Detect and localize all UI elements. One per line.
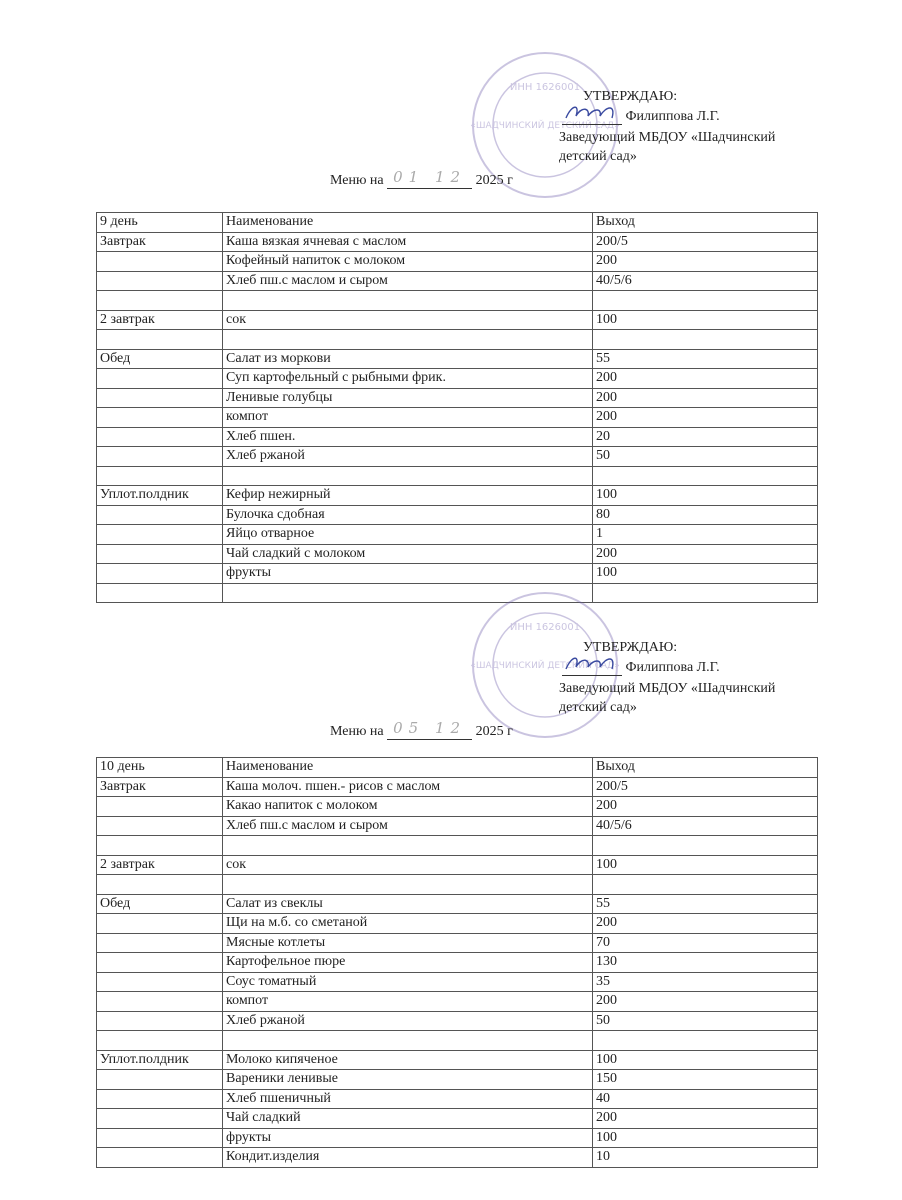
meal-cell [97,388,223,408]
portion-cell: 10 [593,1148,818,1168]
portion-cell: 100 [593,564,818,584]
portion-cell [593,875,818,895]
approver-line [562,109,720,125]
dish-cell: Чай сладкий с молоком [223,544,593,564]
menu-title: Меню на 01 12 2025 г [330,168,513,188]
menu-table [96,757,818,1168]
portion-cell: 200/5 [593,232,818,252]
table-row [97,816,818,836]
header-cell: 9 день [97,213,223,233]
handwritten-date: 01 12 [393,168,467,186]
menu-title: Меню на 05 12 2025 г [330,719,513,739]
approve-label: УТВЕРЖДАЮ: [583,640,678,655]
dish-cell: Хлеб пш.с маслом и сыром [223,271,593,291]
portion-cell: 200 [593,1109,818,1129]
dish-cell: Хлеб пшеничный [223,1089,593,1109]
dish-cell: Салат из моркови [223,349,593,369]
table-row [97,777,818,797]
dish-cell: Яйцо отварное [223,525,593,545]
table-row [97,953,818,973]
table-row [97,1031,818,1051]
portion-cell: 40 [593,1089,818,1109]
portion-cell: 200 [593,408,818,428]
table-row [97,505,818,525]
table-row [97,1109,818,1129]
portion-cell: 200 [593,992,818,1012]
meal-cell [97,953,223,973]
menu-table [96,212,818,603]
portion-cell: 100 [593,486,818,506]
table-row [97,1148,818,1168]
portion-cell: 200 [593,797,818,817]
portion-cell: 200 [593,369,818,389]
table-row [97,1070,818,1090]
portion-cell [593,291,818,311]
meal-cell: Обед [97,349,223,369]
portion-cell: 100 [593,855,818,875]
portion-cell: 200/5 [593,777,818,797]
portion-cell: 100 [593,1050,818,1070]
meal-cell [97,330,223,350]
portion-cell: 40/5/6 [593,816,818,836]
dish-cell: Салат из свеклы [223,894,593,914]
meal-cell [97,466,223,486]
meal-cell [97,564,223,584]
dish-cell: Кофейный напиток с молоком [223,252,593,272]
dish-cell: Хлеб пшен. [223,427,593,447]
dish-cell: Щи на м.б. со сметаной [223,914,593,934]
table-row [97,525,818,545]
table-row [97,447,818,467]
meal-cell [97,583,223,603]
header-cell: Выход [593,213,818,233]
meal-cell [97,797,223,817]
table-row [97,252,818,272]
dish-cell [223,291,593,311]
dish-cell [223,836,593,856]
table-row [97,271,818,291]
dish-cell: фрукты [223,1128,593,1148]
table-row [97,583,818,603]
meal-cell [97,992,223,1012]
table-row [97,797,818,817]
portion-cell: 35 [593,972,818,992]
table-row [97,564,818,584]
meal-cell [97,972,223,992]
portion-cell: 200 [593,388,818,408]
meal-cell: Обед [97,894,223,914]
dish-cell [223,1031,593,1051]
meal-cell [97,505,223,525]
portion-cell: 40/5/6 [593,271,818,291]
portion-cell: 150 [593,1070,818,1090]
meal-cell: Завтрак [97,232,223,252]
table-row [97,466,818,486]
dish-cell: Хлеб пш.с маслом и сыром [223,816,593,836]
header-cell: Выход [593,758,818,778]
meal-cell: 2 завтрак [97,310,223,330]
table-row [97,1128,818,1148]
approve-label: УТВЕРЖДАЮ: [583,89,678,104]
portion-cell: 70 [593,933,818,953]
table-row [97,1011,818,1031]
dish-cell: Каша вязкая ячневая с маслом [223,232,593,252]
meal-cell [97,1089,223,1109]
handwritten-date: 05 12 [393,719,467,737]
table-row [97,408,818,428]
table-row [97,388,818,408]
dish-cell [223,875,593,895]
signature [562,110,622,125]
table-row [97,369,818,389]
table-row [97,486,818,506]
dish-cell: сок [223,310,593,330]
table-row [97,544,818,564]
portion-cell [593,330,818,350]
dish-cell: Молоко кипяченое [223,1050,593,1070]
svg-text:ИНН 1626001: ИНН 1626001 [509,82,581,93]
portion-cell: 100 [593,310,818,330]
meal-cell [97,836,223,856]
meal-cell [97,427,223,447]
dish-cell: Суп картофельный с рыбными фрик. [223,369,593,389]
meal-cell [97,447,223,467]
table-header [97,758,818,778]
meal-cell: 2 завтрак [97,855,223,875]
meal-cell [97,369,223,389]
meal-cell: Уплот.полдник [97,1050,223,1070]
approver-line [562,660,720,676]
portion-cell: 80 [593,505,818,525]
header-cell: Наименование [223,213,593,233]
dish-cell: Булочка сдобная [223,505,593,525]
table-row [97,232,818,252]
svg-text:«ШАДЧИНСКИЙ ДЕТСКИЙ САД»: «ШАДЧИНСКИЙ ДЕТСКИЙ САД» [470,661,620,671]
dish-cell: Каша молоч. пшен.- рисов с маслом [223,777,593,797]
meal-cell [97,544,223,564]
table-row [97,1089,818,1109]
dish-cell: Соус томатный [223,972,593,992]
meal-cell [97,816,223,836]
dish-cell: фрукты [223,564,593,584]
meal-cell [97,291,223,311]
signature [562,661,622,676]
meal-cell [97,875,223,895]
meal-cell [97,933,223,953]
portion-cell: 200 [593,252,818,272]
table-row [97,933,818,953]
table-row [97,427,818,447]
portion-cell: 55 [593,349,818,369]
meal-cell [97,252,223,272]
meal-cell [97,914,223,934]
portion-cell [593,583,818,603]
dish-cell [223,466,593,486]
table-row [97,291,818,311]
portion-cell [593,466,818,486]
dish-cell: Ленивые голубцы [223,388,593,408]
dish-cell [223,330,593,350]
dish-cell: Чай сладкий [223,1109,593,1129]
meal-cell: Уплот.полдник [97,486,223,506]
approver-position-2: детский сад» [559,149,637,164]
table-row [97,330,818,350]
dish-cell: Хлеб ржаной [223,1011,593,1031]
meal-cell [97,1070,223,1090]
meal-cell [97,408,223,428]
approver-position: Заведующий МБДОУ «Шадчинский [559,681,776,696]
header-cell: Наименование [223,758,593,778]
dish-cell: Мясные котлеты [223,933,593,953]
portion-cell: 200 [593,544,818,564]
dish-cell: Хлеб ржаной [223,447,593,467]
portion-cell: 50 [593,1011,818,1031]
dish-cell: Кондит.изделия [223,1148,593,1168]
meal-cell [97,1011,223,1031]
approver-position-2: детский сад» [559,700,637,715]
table-row [97,310,818,330]
approver-name: Филиппова Л.Г. [625,109,720,124]
meal-cell [97,1031,223,1051]
table-row [97,836,818,856]
table-row [97,855,818,875]
dish-cell: компот [223,408,593,428]
portion-cell: 55 [593,894,818,914]
meal-cell [97,1128,223,1148]
table-row [97,972,818,992]
portion-cell: 20 [593,427,818,447]
dish-cell: Кефир нежирный [223,486,593,506]
table-row [97,875,818,895]
portion-cell [593,1031,818,1051]
portion-cell: 1 [593,525,818,545]
meal-cell [97,525,223,545]
svg-text:«ШАДЧИНСКИЙ ДЕТСКИЙ САД»: «ШАДЧИНСКИЙ ДЕТСКИЙ САД» [470,121,620,131]
meal-cell: Завтрак [97,777,223,797]
header-cell: 10 день [97,758,223,778]
table-row [97,992,818,1012]
table-row [97,349,818,369]
portion-cell: 50 [593,447,818,467]
meal-cell [97,271,223,291]
portion-cell: 200 [593,914,818,934]
approver-name: Филиппова Л.Г. [625,660,720,675]
portion-cell [593,836,818,856]
table-row [97,1050,818,1070]
portion-cell: 100 [593,1128,818,1148]
dish-cell: Какао напиток с молоком [223,797,593,817]
table-header [97,213,818,233]
svg-text:ИНН 1626001: ИНН 1626001 [509,622,581,633]
approver-position: Заведующий МБДОУ «Шадчинский [559,130,776,145]
table-row [97,894,818,914]
dish-cell: компот [223,992,593,1012]
table-row [97,914,818,934]
meal-cell [97,1109,223,1129]
portion-cell: 130 [593,953,818,973]
dish-cell: сок [223,855,593,875]
dish-cell: Картофельное пюре [223,953,593,973]
dish-cell: Вареники ленивые [223,1070,593,1090]
meal-cell [97,1148,223,1168]
